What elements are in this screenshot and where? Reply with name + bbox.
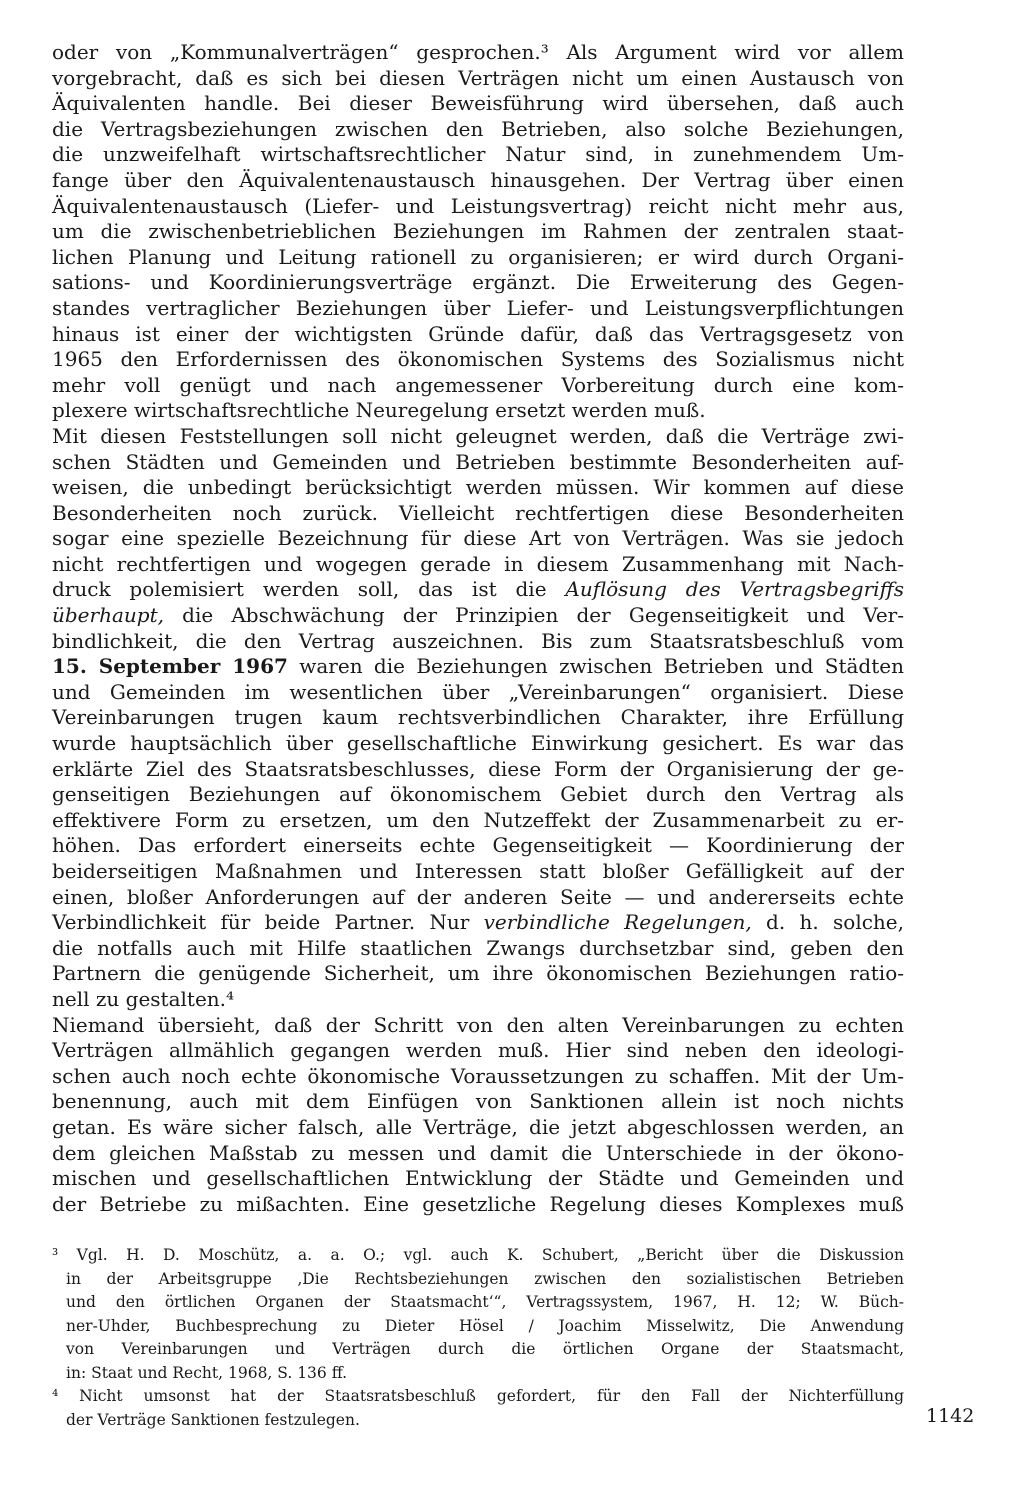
body-line: einen, bloßer Anforderungen auf der anderen Seite — und andererseits echte <box>52 884 904 909</box>
footnote-line: der Verträge Sanktionen festzulegen. <box>66 1410 360 1429</box>
body-line: höhen. Das erfordert einerseits echte Gegenseitigkeit — Koordinierung der <box>52 833 904 858</box>
body-line: schen auch noch echte ökonomische Voraussetzungen zu schaffen. Mit der Um- <box>52 1063 904 1088</box>
body-line: die Vertragsbeziehungen zwischen den Betrieben, also solche Beziehungen, <box>52 116 904 141</box>
body-line: Partnern die genügende Sicherheit, um ihre ökonomischen Beziehungen ratio- <box>52 961 904 986</box>
body-line: mischen und gesellschaftlichen Entwicklung der Städte und Gemeinden und <box>52 1166 904 1191</box>
body-line: Äquivalenten handle. Bei dieser Beweisführung wird übersehen, daß auch <box>52 91 904 116</box>
body-line: vorgebracht, daß es sich bei diesen Verträgen nicht um einen Austausch von <box>52 65 904 90</box>
body-line: Besonderheiten noch zurück. Vielleicht rechtfertigen diese Besonderheiten <box>52 500 904 525</box>
footnote-line: ³ Vgl. H. D. Moschütz, a. a. O.; vgl. auch K. Schubert, „Bericht über die Diskussion <box>52 1246 904 1264</box>
body-line: wurde hauptsächlich über gesellschaftliche Einwirkung gesichert. Es war das <box>52 731 904 756</box>
body-line: mehr voll genügt und nach angemessener Vorbereitung durch eine kom- <box>52 372 904 397</box>
body-line: Äquivalentenaustausch (Liefer- und Leistungsvertrag) reicht nicht mehr aus, <box>52 193 904 218</box>
body-line: 1965 den Erfordernissen des ökonomischen Systems des Sozialismus nicht <box>52 347 904 372</box>
body-line: plexere wirtschaftsrechtliche Neuregelung ersetzt werden muß. <box>52 398 706 423</box>
footnote-line: ⁴ Nicht umsonst hat der Staatsratsbeschluß gefordert, für den Fall der Nichterfüllung <box>52 1387 904 1405</box>
body-line: getan. Es wäre sicher falsch, alle Verträge, die jetzt abgeschlossen werden, an <box>52 1114 904 1139</box>
body-line: nell zu gestalten.⁴ <box>52 986 235 1011</box>
body-line: Niemand übersieht, daß der Schritt von den alten Vereinbarungen zu echten <box>52 1012 904 1037</box>
body-line: sogar eine spezielle Bezeichnung für diese Art von Verträgen. Was sie jedoch <box>52 526 904 551</box>
body-line: druck polemisiert werden soll, das ist die Auflösung des Vertragsbegriffs <box>52 577 905 602</box>
body-line: hinaus ist einer der wichtigsten Gründe dafür, daß das Vertragsgesetz von <box>52 321 904 346</box>
footnote-line: in der Arbeitsgruppe ‚Die Rechtsbeziehungen zwischen den sozialistischen Betrieben <box>66 1269 904 1288</box>
body-line: Vereinbarungen trugen kaum rechtsverbindlichen Charakter, ihre Erfüllung <box>52 705 904 730</box>
body-line: effektivere Form zu ersetzen, um den Nutzeffekt der Zusammenarbeit zu er- <box>52 807 904 832</box>
body-line: überhaupt, die Abschwächung der Prinzipien der Gegenseitigkeit und Ver- <box>52 603 904 628</box>
footnote-line: in: Staat und Recht, 1968, S. 136 ff. <box>66 1363 348 1382</box>
body-line: sations- und Koordinierungsverträge ergänzt. Die Erweiterung des Gegen- <box>52 270 904 295</box>
body-line: um die zwischenbetrieblichen Beziehungen im Rahmen der zentralen staat- <box>52 219 904 244</box>
body-line: bindlichkeit, die den Vertrag auszeichnen. Bis zum Staatsratsbeschluß vom <box>52 628 904 653</box>
body-line: erklärte Ziel des Staatsratsbeschlusses, diese Form der Organisierung der ge- <box>52 756 904 781</box>
body-line: lichen Planung und Leitung rationell zu organisieren; er wird durch Organi- <box>52 244 904 269</box>
body-line: die unzweifelhaft wirtschaftsrechtlicher Natur sind, in zunehmendem Um- <box>52 142 904 167</box>
body-text <box>52 40 904 1217</box>
body-line: dem gleichen Maßstab zu messen und damit die Unterschiede in der ökono- <box>52 1140 904 1165</box>
footnotes <box>52 1244 904 1432</box>
body-line: beiderseitigen Maßnahmen und Interessen statt bloßer Gefälligkeit auf der <box>52 859 904 883</box>
footnote-line: ner-Uhder, Buchbesprechung zu Dieter Hösel / Joachim Misselwitz, Die Anwendung <box>66 1316 904 1335</box>
body-line: oder von „Kommunalverträgen“ gesprochen.³ Als Argument wird vor allem <box>52 40 904 64</box>
body-line: standes vertraglicher Beziehungen über Liefer- und Leistungsverpflichtungen <box>52 295 904 320</box>
body-line: die notfalls auch mit Hilfe staatlichen Zwangs durchsetzbar sind, geben den <box>52 935 904 960</box>
body-line: genseitigen Beziehungen auf ökonomischem Gebiet durch den Vertrag als <box>52 782 904 807</box>
body-line: Verbindlichkeit für beide Partner. Nur verbindliche Regelungen, d. h. solche, <box>52 910 904 935</box>
body-line: nicht rechtfertigen und wogegen gerade in diesem Zusammenhang mit Nach- <box>52 551 904 576</box>
body-line: und Gemeinden im wesentlichen über „Vereinbarungen“ organisiert. Diese <box>52 679 904 704</box>
body-line: weisen, die unbedingt berücksichtigt werden müssen. Wir kommen auf diese <box>52 475 904 500</box>
body-line: 15. September 1967 waren die Beziehungen zwischen Betrieben und Städten <box>52 654 904 679</box>
footnote-line: von Vereinbarungen und Verträgen durch die örtlichen Organe der Staatsmacht, <box>66 1340 904 1358</box>
footnote-line: und den örtlichen Organen der Staatsmacht‘“, Vertragssystem, 1967, H. 12; W. Büch- <box>66 1293 904 1311</box>
body-line: fange über den Äquivalentenaustausch hinausgehen. Der Vertrag über einen <box>52 167 904 192</box>
body-line: benennung, auch mit dem Einfügen von Sanktionen allein ist noch nichts <box>52 1089 904 1114</box>
body-line: Verträgen allmählich gegangen werden muß. Hier sind neben den ideologi- <box>52 1038 904 1063</box>
page-number: 1142 <box>926 1405 975 1427</box>
body-line: der Betriebe zu mißachten. Eine gesetzliche Regelung dieses Komplexes muß <box>52 1191 904 1216</box>
body-line: Mit diesen Feststellungen soll nicht geleugnet werden, daß die Verträge zwi- <box>52 423 904 448</box>
body-line: schen Städten und Gemeinden und Betrieben bestimmte Besonderheiten auf- <box>52 449 904 474</box>
